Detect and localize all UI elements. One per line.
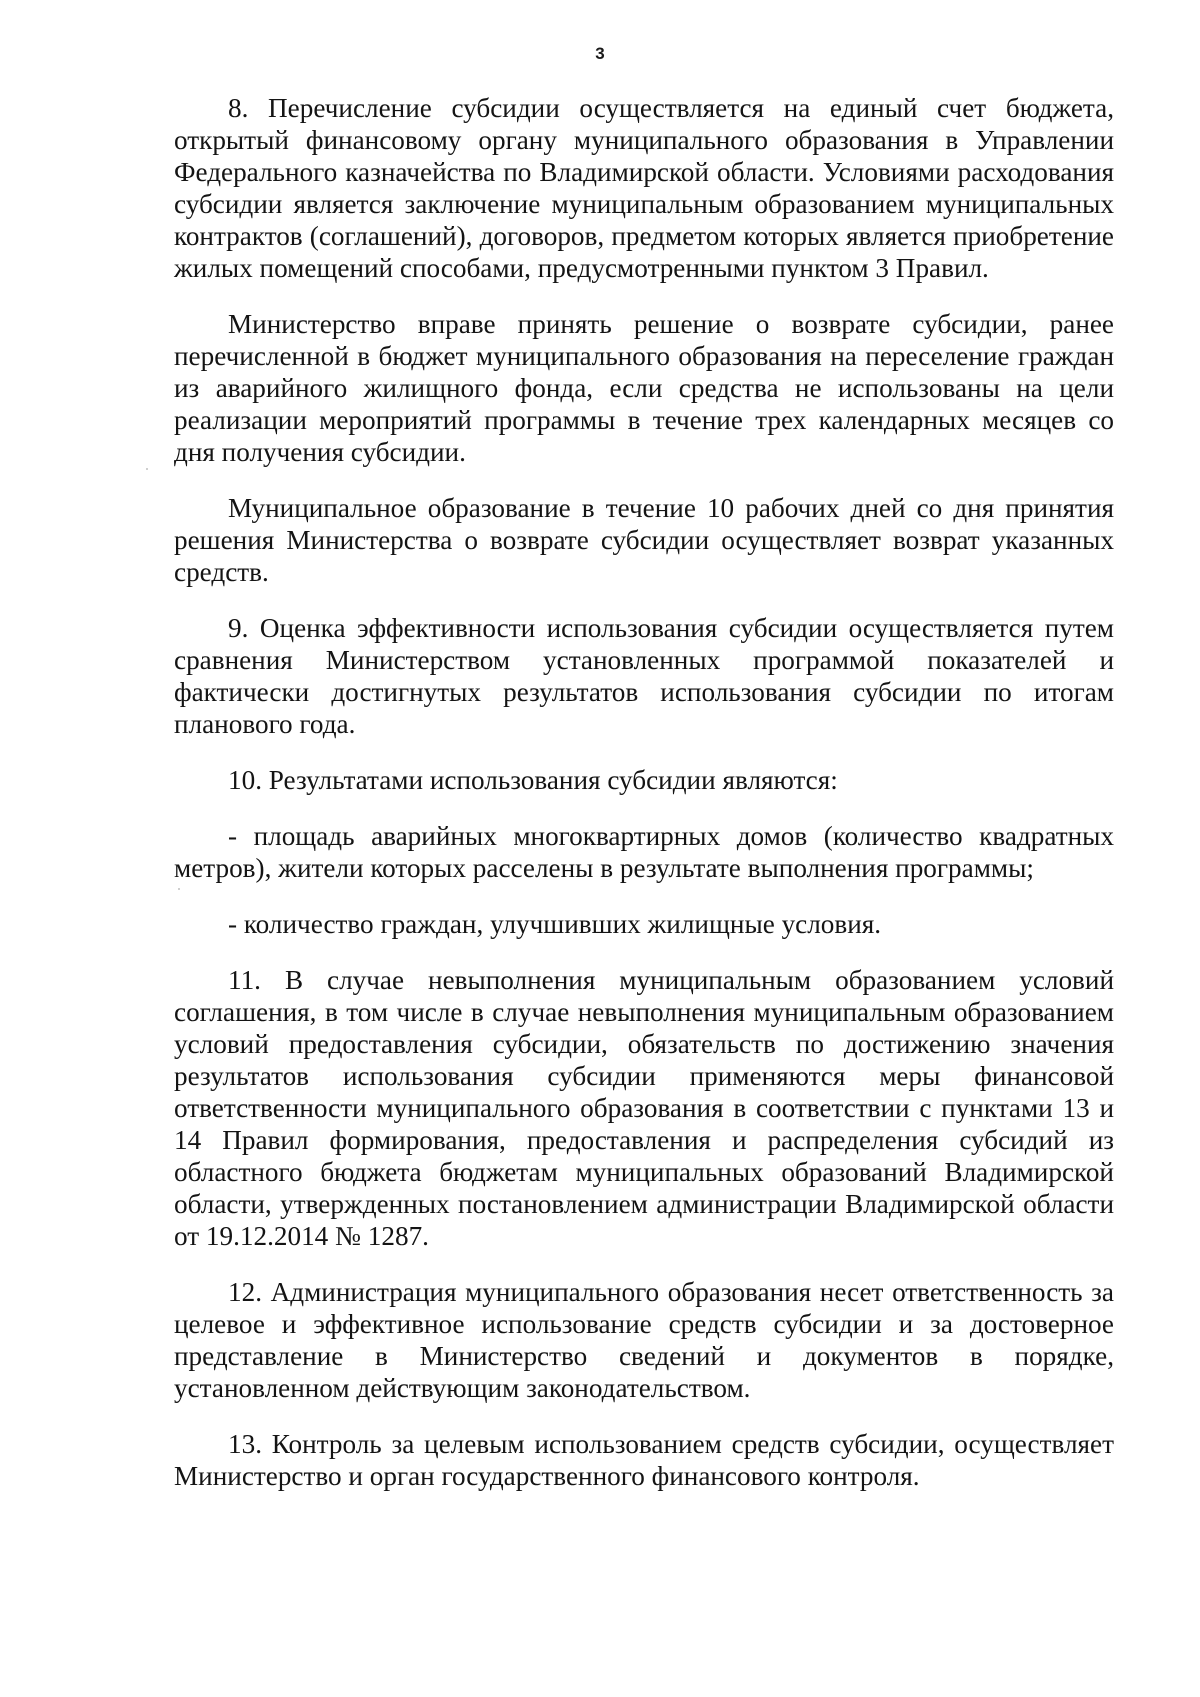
result-item-area: - площадь аварийных многоквартирных домов (количество квадратных метров), жители которых расселены в результате выполнения программы; bbox=[174, 821, 1114, 883]
paragraph-refund-decision: Министерство вправе принять решение о возврате субсидии, ранее перечисленной в бюджет муниципального образования на переселение граждан из аварийного жилищного фонда, если средства не использованы на цели реализации мероприятий программы в течение трех календарных месяцев со дня получения субсидии. bbox=[174, 309, 1114, 467]
page-number: 3 bbox=[595, 44, 605, 63]
result-item-citizens: - количество граждан, улучшивших жилищные условия. bbox=[228, 909, 882, 939]
scan-speck bbox=[146, 468, 148, 470]
paragraph-refund-term: Муниципальное образование в течение 10 рабочих дней со дня принятия решения Министерства о возврате субсидии осуществляет возврат указанных средств. bbox=[174, 493, 1114, 587]
paragraph-8: 8. Перечисление субсидии осуществляется на единый счет бюджета, открытый финансовому органу муниципального образования в Управлении Федерального казначейства по Владимирской области. Условиями расходования субсидии является заключение муниципальным образованием муниципальных контрактов (соглашений), договоров, предметом которых является приобретение жилых помещений способами, предусмотренными пунктом 3 Правил. bbox=[174, 93, 1114, 283]
paragraph-10: 10. Результатами использования субсидии являются: bbox=[228, 765, 838, 795]
paragraph-11: 11. В случае невыполнения муниципальным образованием условий соглашения, в том числе в случае невыполнения муниципальным образованием условий предоставления субсидии, обязательств по достижению значения результатов использования субсидии применяются меры финансовой ответственности муниципального образования в соответствии с пунктами 13 и 14 Правил формирования, предоставления и распределения субсидий из областного бюджета бюджетам муниципальных образований Владимирской области, утвержденных постановлением администрации Владимирской области от 19.12.2014 № 1287. bbox=[174, 965, 1114, 1251]
paragraph-13: 13. Контроль за целевым использованием средств субсидии, осуществляет Министерство и орган государственного финансового контроля. bbox=[174, 1429, 1114, 1491]
paragraph-12: 12. Администрация муниципального образования несет ответственность за целевое и эффективное использование средств субсидии и за достоверное представление в Министерство сведений и документов в порядке, установленном действующим законодательством. bbox=[174, 1277, 1114, 1403]
document-body bbox=[174, 92, 1114, 1514]
paragraph-9: 9. Оценка эффективности использования субсидии осуществляется путем сравнения Министерством установленных программой показателей и фактически достигнутых результатов использования субсидии по итогам планового года. bbox=[174, 613, 1114, 739]
